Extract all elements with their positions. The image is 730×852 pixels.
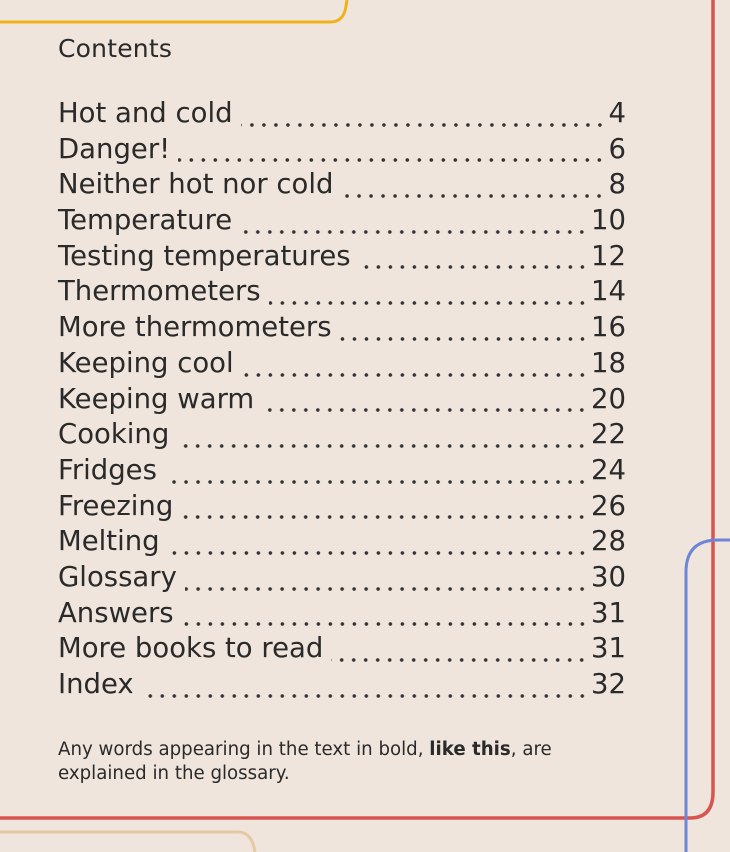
dot-leader <box>269 280 588 310</box>
toc-entry-page-number: 16 <box>591 311 626 344</box>
toc-entry <box>58 453 626 489</box>
toc-entry-page-number: 30 <box>591 560 626 593</box>
toc-entry-page-number: 6 <box>608 132 626 165</box>
toc-entry-page-number: 28 <box>591 525 626 558</box>
toc-entry-title: Temperature <box>58 204 233 237</box>
glossary-note <box>58 738 618 786</box>
toc-entry <box>58 560 626 596</box>
toc-entry-title: Melting <box>58 525 160 558</box>
toc-entry <box>58 417 626 453</box>
glossary-note-text-end: , are explained in the glossary. <box>58 739 552 784</box>
dot-leader <box>165 459 588 489</box>
dot-leader <box>185 566 588 596</box>
toc-entry <box>58 310 626 346</box>
bold-example: like this <box>429 739 511 760</box>
toc-entry <box>58 596 626 632</box>
dot-leader <box>359 244 588 274</box>
toc-entry <box>58 382 626 418</box>
toc-entry-page-number: 14 <box>591 275 626 308</box>
dot-leader <box>182 601 588 631</box>
tan-bottom-line <box>0 832 255 852</box>
toc-entry-page-number: 31 <box>591 632 626 665</box>
toc-entry <box>58 167 626 203</box>
blue-frame-line <box>686 540 730 852</box>
toc-entry-title: Index <box>58 668 134 700</box>
toc-entry <box>58 524 626 560</box>
dot-leader <box>331 637 588 667</box>
toc-entry-title: Thermometers <box>58 275 261 308</box>
toc-entry-title: Freezing <box>58 489 174 522</box>
toc-entry-page-number: 20 <box>591 382 626 415</box>
dot-leader <box>142 673 588 703</box>
toc-entry <box>58 346 626 382</box>
dot-leader <box>178 137 605 167</box>
toc-entry-title: Neither hot nor cold <box>58 168 334 201</box>
dot-leader <box>262 387 588 417</box>
toc-entry-page-number: 10 <box>591 204 626 237</box>
toc-entry-title: Answers <box>58 596 174 629</box>
toc-entry-title: Danger! <box>58 132 171 165</box>
toc-entry <box>58 274 626 310</box>
toc-entry-page-number: 32 <box>591 668 626 700</box>
orange-corner-line <box>0 0 347 22</box>
toc-entry-title: Fridges <box>58 453 157 486</box>
toc-entry-title: Keeping warm <box>58 382 255 415</box>
dot-leader <box>340 316 588 346</box>
table-of-contents <box>58 96 626 703</box>
toc-entry-title: Testing temperatures <box>58 239 351 272</box>
toc-entry-page-number: 31 <box>591 596 626 629</box>
toc-entry <box>58 667 626 703</box>
toc-entry-page-number: 12 <box>591 239 626 272</box>
dot-leader <box>242 352 588 382</box>
dot-leader <box>181 494 588 524</box>
toc-entry <box>58 132 626 168</box>
dot-leader <box>168 530 588 560</box>
toc-entry <box>58 96 626 132</box>
toc-entry-title: Keeping cool <box>58 346 234 379</box>
toc-entry-title: More books to read <box>58 632 324 665</box>
toc-entry-page-number: 22 <box>591 418 626 451</box>
toc-entry <box>58 631 626 667</box>
dot-leader <box>241 102 606 132</box>
toc-entry <box>58 239 626 275</box>
toc-entry-page-number: 24 <box>591 453 626 486</box>
glossary-note-text: Any words appearing in the text in bold, <box>58 739 430 760</box>
toc-entry-title: Cooking <box>58 418 170 451</box>
dot-leader <box>240 209 588 239</box>
toc-entry-title: Glossary <box>58 560 177 593</box>
toc-entry <box>58 203 626 239</box>
toc-entry-page-number: 8 <box>608 168 626 201</box>
toc-entry-page-number: 26 <box>591 489 626 522</box>
page-title: Contents <box>58 34 173 63</box>
dot-leader <box>177 423 588 453</box>
toc-entry-title: More thermometers <box>58 311 332 344</box>
toc-entry <box>58 489 626 525</box>
toc-entry-title: Hot and cold <box>58 97 233 129</box>
dot-leader <box>341 173 605 203</box>
toc-entry-page-number: 18 <box>591 346 626 379</box>
toc-entry-page-number: 4 <box>608 97 626 129</box>
